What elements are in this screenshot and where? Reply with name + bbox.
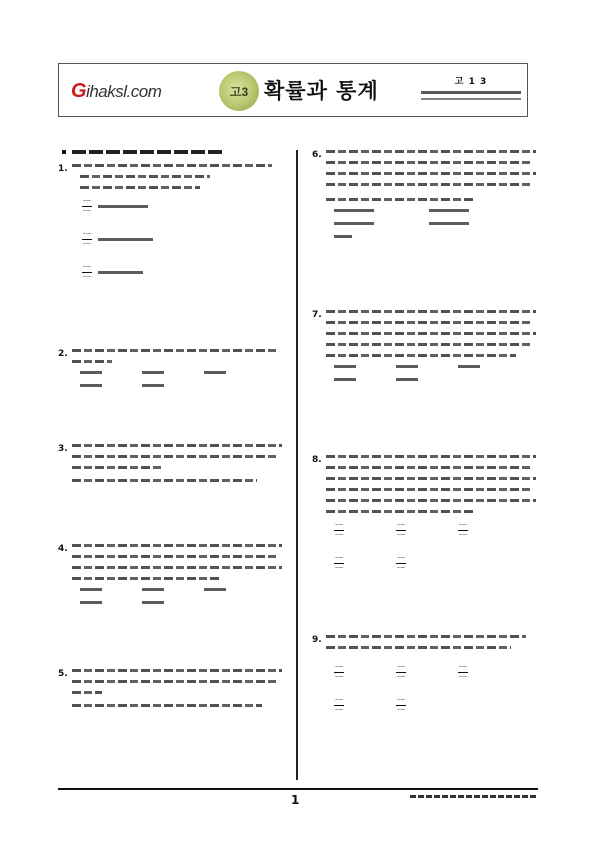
text-line [80, 186, 200, 189]
choice-2[interactable] [396, 365, 458, 368]
text-line [72, 691, 102, 694]
text-line [72, 466, 162, 469]
logo-letter: G [71, 80, 87, 102]
text-line [326, 646, 511, 649]
question-text [326, 635, 542, 649]
text-line [72, 669, 282, 672]
choice-5[interactable]: $\frac{\text{ㅡ}}{\text{ㅡ}}$ [397, 554, 405, 573]
text-line [72, 455, 277, 458]
question-number: 1. [58, 164, 68, 174]
question-number: 8. [312, 455, 322, 465]
fraction: $\frac{\text{ㅡ}}{\text{ㅡ}}$ [83, 230, 91, 249]
fraction: $\frac{\text{ㅡ}}{\text{ㅡ}}$ [83, 197, 91, 216]
question-3 [58, 444, 288, 544]
choice-5[interactable] [396, 378, 458, 381]
choice-1[interactable]: $\frac{\text{ㅡ}}{\text{ㅡ}}$ [335, 521, 343, 540]
question-4 [58, 544, 288, 669]
page-number: 1 [291, 793, 300, 807]
text-line [326, 161, 531, 164]
question-number: 5. [58, 669, 68, 679]
fraction: $\frac{\text{ㅡ}}{\text{ㅡ}}$ [83, 263, 91, 282]
question-number: 3. [58, 444, 68, 454]
text-line [326, 635, 526, 638]
bullet-icon [62, 150, 66, 154]
choice-4[interactable]: $\frac{\text{ㅡ}}{\text{ㅡ}}$ [335, 554, 343, 573]
choice-3[interactable] [204, 588, 266, 591]
text-line [72, 349, 277, 352]
text-line [326, 466, 531, 469]
text-line [326, 499, 536, 502]
question-9 [312, 635, 542, 715]
text-line [326, 332, 536, 335]
badge-text: 고3 [229, 84, 249, 99]
expression-line [98, 271, 143, 274]
choice-5[interactable] [334, 235, 429, 238]
header-info-line [421, 91, 521, 94]
choice-5[interactable] [142, 601, 204, 604]
text-line [326, 354, 516, 357]
choice-1[interactable] [80, 588, 142, 591]
question-7 [312, 310, 542, 455]
choice-4[interactable] [80, 384, 142, 387]
question-8 [312, 455, 542, 635]
answer-choices [334, 209, 542, 238]
logo-text: ihaksl.com [86, 82, 162, 101]
answer-line[interactable] [72, 479, 257, 482]
choice-3[interactable]: $\frac{\text{ㅡ}}{\text{ㅡ}}$ [459, 521, 467, 540]
choice-3[interactable] [334, 222, 429, 225]
choice-4[interactable]: $\frac{\text{ㅡ}}{\text{ㅡ}}$ [335, 696, 343, 715]
question-text [72, 349, 288, 363]
choice-4[interactable] [334, 378, 396, 381]
text-line [326, 172, 536, 175]
choice-5[interactable] [142, 384, 204, 387]
choice-1[interactable] [334, 365, 396, 368]
text-line [326, 150, 536, 153]
expression-2 [82, 230, 288, 249]
text-line [326, 198, 476, 201]
question-text [72, 164, 288, 189]
left-column [58, 150, 288, 715]
question-number: 6. [312, 150, 322, 160]
text-line [72, 566, 282, 569]
choice-1[interactable] [80, 371, 142, 374]
answer-choices [334, 521, 542, 573]
text-line [72, 164, 272, 167]
answer-choices [334, 365, 542, 381]
answer-line[interactable] [72, 704, 262, 707]
choice-3[interactable] [458, 365, 520, 368]
question-text [326, 455, 542, 513]
expression-line [98, 238, 153, 241]
expression-1 [82, 197, 288, 216]
answer-choices [80, 588, 288, 604]
question-1 [58, 164, 288, 349]
grade-badge [219, 71, 259, 111]
header-info [421, 74, 521, 104]
text-line [72, 360, 112, 363]
choice-2[interactable]: $\frac{\text{ㅡ}}{\text{ㅡ}}$ [397, 663, 405, 682]
site-logo [71, 78, 221, 104]
text-line [72, 444, 282, 447]
choice-3[interactable]: $\frac{\text{ㅡ}}{\text{ㅡ}}$ [459, 663, 467, 682]
text-line [72, 555, 277, 558]
choice-2[interactable] [142, 371, 204, 374]
question-text [72, 544, 288, 580]
choice-1[interactable] [334, 209, 429, 212]
text-line [326, 310, 536, 313]
section-title [62, 150, 288, 154]
question-number: 4. [58, 544, 68, 554]
page-title: 확률과 통계 [264, 79, 379, 103]
choice-5[interactable]: $\frac{\text{ㅡ}}{\text{ㅡ}}$ [397, 696, 405, 715]
text-line [326, 510, 476, 513]
page-header [58, 63, 528, 117]
text-line [326, 183, 531, 186]
answer-choices [334, 663, 542, 715]
choice-2[interactable]: $\frac{\text{ㅡ}}{\text{ㅡ}}$ [397, 521, 405, 540]
right-column [312, 150, 542, 715]
choice-2[interactable] [142, 588, 204, 591]
question-number: 9. [312, 635, 322, 645]
text-line [326, 455, 536, 458]
question-number: 2. [58, 349, 68, 359]
question-6 [312, 150, 542, 310]
text-line [326, 477, 536, 480]
section-title-text [72, 150, 222, 154]
question-number: 7. [312, 310, 322, 320]
question-5 [58, 669, 288, 707]
text-line [80, 175, 210, 178]
footer-rule [58, 788, 538, 790]
expression-line [98, 205, 148, 208]
choice-4[interactable] [429, 222, 524, 225]
answer-choices [80, 371, 288, 387]
expression-3 [82, 263, 288, 282]
choice-2[interactable] [429, 209, 524, 212]
header-grade: 고 1 3 [454, 77, 488, 87]
text-line [72, 577, 222, 580]
header-info-line [421, 98, 521, 100]
footer-url[interactable] [410, 795, 538, 798]
text-line [326, 343, 531, 346]
choice-4[interactable] [80, 601, 142, 604]
question-2 [58, 349, 288, 444]
text-line [326, 488, 531, 491]
text-line [72, 680, 277, 683]
question-text [326, 150, 542, 201]
question-text [72, 669, 288, 707]
choice-3[interactable] [204, 371, 266, 374]
text-line [72, 544, 282, 547]
question-text [326, 310, 542, 357]
column-divider [296, 150, 298, 780]
question-text [72, 444, 288, 482]
choice-1[interactable]: $\frac{\text{ㅡ}}{\text{ㅡ}}$ [335, 663, 343, 682]
text-line [326, 321, 531, 324]
